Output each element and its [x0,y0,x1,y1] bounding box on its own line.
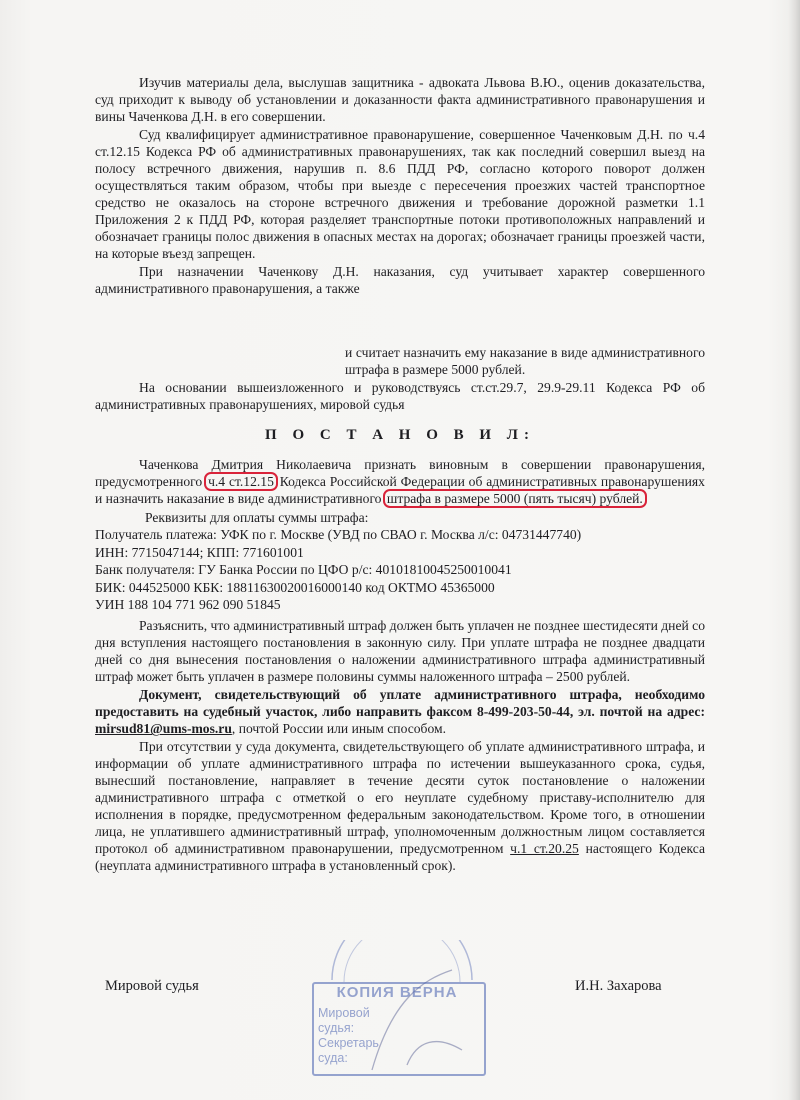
stamp-line: Мировой [318,1006,370,1020]
judge-name: И.Н. Захарова [575,978,662,994]
paragraph-sentencing: При назначении Чаченкову Д.Н. наказания, суд учитывает характер совершенного административного правонарушения, а также [95,264,705,296]
stamp-line: судья: [318,1021,355,1035]
paragraph-payment-document [95,686,705,737]
paragraph-qualification: Суд квалифицирует административное правонарушение, совершенное Чаченковым Д.Н. по ч.4 ст.12.15 Кодекса РФ об административных правонарушениях, так как последний совершил выезд на полосу встречного движения, нарушив п. 8.6 ПДД РФ, согласно которого поворот должен осуществляться таким образом, чтобы при выезде с пересечения проезжих частей транспортное средство не оказалось на стороне встречного движения и требование дорожной разметки 1.1 Приложения 2 к ПДД РФ, которая разделяет транспортные потоки противоположных направлений и обозначает границы полос движения в опасных местах на дорогах; обозначает границы проезжей части, на которые въезд запрещен. [95,127,705,261]
paragraph-non-payment [95,738,705,874]
requisites-title: Реквизиты для оплаты суммы штрафа: [145,510,369,525]
requisites-line: Банк получателя: ГУ Банка России по ЦФО р/с: 40101810045250010041 [95,562,512,578]
stamp-line: Секретарь [318,1036,379,1050]
requisites-line: УИН 188 104 771 962 090 51845 [95,597,281,613]
ruling-article-highlight: ч.4 ст.12.15 [208,474,274,489]
ruling-text-2: Кодекса Российской Федерации об административных правонарушениях и назначить наказание в виде административного [95,474,705,506]
redacted-gap [95,298,705,344]
payment-document-tail: , почтой России или иным способом. [231,721,446,737]
non-payment-text: При отсутствии у суда документа, свидетельствующего об уплате административного штрафа, и информации об уплате административного штрафа по истечении вышеуказанного срока, судья, вынесший постановление, направляет в течение десяти суток постановление о наложении административного штрафа с отметкой о его неуплате судебному приставу-исполнителю для исполнения в порядке, предусмотренном федеральным законодательством. Кроме того, в отношении лица, не уплатившего административный штраф, уполномоченным должностным лицом составляется протокол об административном правонарушении, предусмотренном [95,739,705,857]
paragraph-explanation: Разъяснить, что административный штраф должен быть уплачен не позднее шестидесяти дней со дня вступления настоящего постановления в законную силу. При уплате штрафа не позднее двадцати дней со дня вынесения постановления о наложении административного штрафа административный штраф может быть уплачен в размере половины суммы наложенного штрафа – 2500 рублей. [95,618,705,685]
ruling-heading: П О С Т А Н О В И Л: [265,427,535,443]
stamp-title: КОПИЯ ВЕРНА [336,984,458,1001]
payment-document-text: Документ, свидетельствующий об уплате административного штрафа, необходимо предоставить на судебный участок, либо направить факсом 8-499-203-50-44, эл. почтой на адрес: [95,687,705,720]
ruling-fine-highlight: штрафа в размере 5000 (пять тысяч) рублей. [386,491,643,506]
requisites-line: Получатель платежа: УФК по г. Москве (УВД по СВАО г. Москва л/с: 04731447740) [95,527,582,543]
court-email-link[interactable]: mirsud81@ums-mos.ru [95,721,232,737]
paragraph-evidence: Изучив материалы дела, выслушав защитника - адвоката Львова В.Ю., оценив доказательства, суд приходит к выводу об установлении и доказанности факта административного правонарушения и вины Чаченкова Д.Н. в его совершении. [95,75,705,124]
document-body [95,74,705,875]
paragraph-basis: На основании вышеизложенного и руководствуясь ст.ст.29.7, 29.9-29.11 Кодекса РФ об административных правонарушениях, мировой судья [95,380,705,412]
payment-requisites [95,509,705,613]
judge-title: Мировой судья [105,978,199,994]
stamp-fields [318,1006,379,1066]
stamp-line: суда: [318,1051,348,1065]
page-fold-shadow [788,0,800,1100]
ruling-text-1: Чаченкова Дмитрия Николаевича признать виновным в совершении правонарушения, предусмотренного [95,457,705,489]
paragraph-ruling [95,456,705,507]
requisites-line: ИНН: 7715047144; КПП: 771601001 [95,544,304,560]
paragraph-penalty [95,344,705,378]
non-payment-tail: настоящего Кодекса (неуплата административного штрафа в установленный срок). [95,841,705,874]
paragraph-penalty-text: и считает назначить ему наказание в виде административного штрафа в размере 5000 рублей. [345,345,705,377]
non-payment-article: ч.1 ст.20.25 [510,841,579,857]
requisites-line: БИК: 044525000 КБК: 18811630020016000140 код ОКТМО 45365000 [95,579,495,595]
copy-certified-stamp [312,940,490,1075]
